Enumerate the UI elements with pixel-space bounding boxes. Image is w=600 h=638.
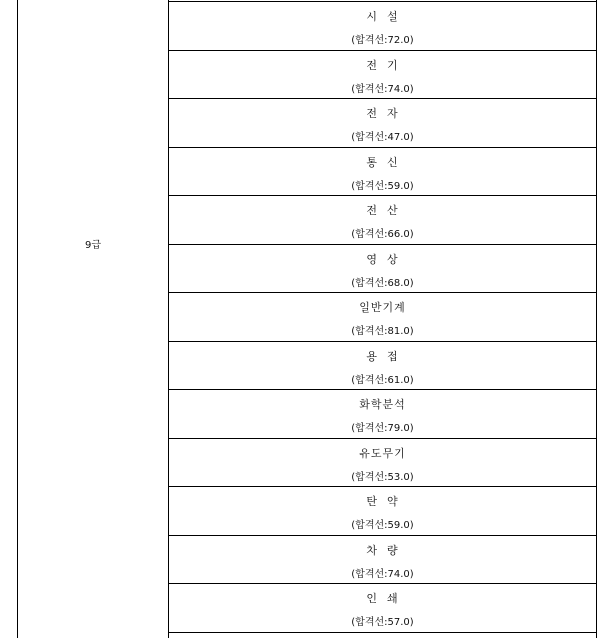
cutoff-score: (합격선:61.0) bbox=[351, 375, 414, 386]
cutoff-score: (합격선:68.0) bbox=[351, 278, 414, 289]
row-divider bbox=[168, 632, 597, 633]
table-left-border bbox=[17, 0, 18, 638]
cutoff-score: (합격선:59.0) bbox=[351, 181, 414, 192]
table-row bbox=[169, 293, 596, 342]
field-name: 통 신 bbox=[366, 156, 399, 169]
table-row bbox=[169, 487, 596, 536]
cutoff-score: (합격선:66.0) bbox=[351, 229, 414, 240]
table-row bbox=[169, 342, 596, 391]
cutoff-score: (합격선:59.0) bbox=[351, 520, 414, 531]
field-name: 전 기 bbox=[366, 59, 399, 72]
table-row bbox=[169, 584, 596, 633]
table-row bbox=[169, 51, 596, 100]
table-row bbox=[169, 99, 596, 148]
table-row bbox=[169, 2, 596, 51]
cutoff-score: (합격선:81.0) bbox=[351, 326, 414, 337]
table-row bbox=[169, 390, 596, 439]
field-name: 영 상 bbox=[366, 253, 399, 266]
cutoff-score: (합격선:53.0) bbox=[351, 472, 414, 483]
table-row bbox=[169, 439, 596, 488]
table-right-border bbox=[596, 0, 597, 638]
field-name: 전 자 bbox=[366, 107, 399, 120]
table-row bbox=[169, 536, 596, 585]
table-row bbox=[169, 148, 596, 197]
field-name: 차 량 bbox=[366, 544, 399, 557]
field-name: 용 접 bbox=[366, 350, 399, 363]
field-name: 탄 약 bbox=[366, 495, 399, 508]
table-row bbox=[169, 196, 596, 245]
table-row bbox=[169, 245, 596, 294]
grade-label: 9급 bbox=[84, 240, 102, 251]
field-name: 유도무기 bbox=[359, 447, 406, 460]
cutoff-score: (합격선:72.0) bbox=[351, 35, 414, 46]
cutoff-score: (합격선:74.0) bbox=[351, 569, 414, 580]
field-name: 일반기계 bbox=[359, 301, 406, 314]
cutoff-score: (합격선:47.0) bbox=[351, 132, 414, 143]
cutoff-score: (합격선:74.0) bbox=[351, 84, 414, 95]
field-name: 인 쇄 bbox=[366, 592, 399, 605]
field-name: 전 산 bbox=[366, 204, 399, 217]
cutoff-score: (합격선:57.0) bbox=[351, 617, 414, 628]
cutoff-score: (합격선:79.0) bbox=[351, 423, 414, 434]
field-name: 화학분석 bbox=[359, 398, 406, 411]
field-name: 시 설 bbox=[366, 10, 399, 23]
